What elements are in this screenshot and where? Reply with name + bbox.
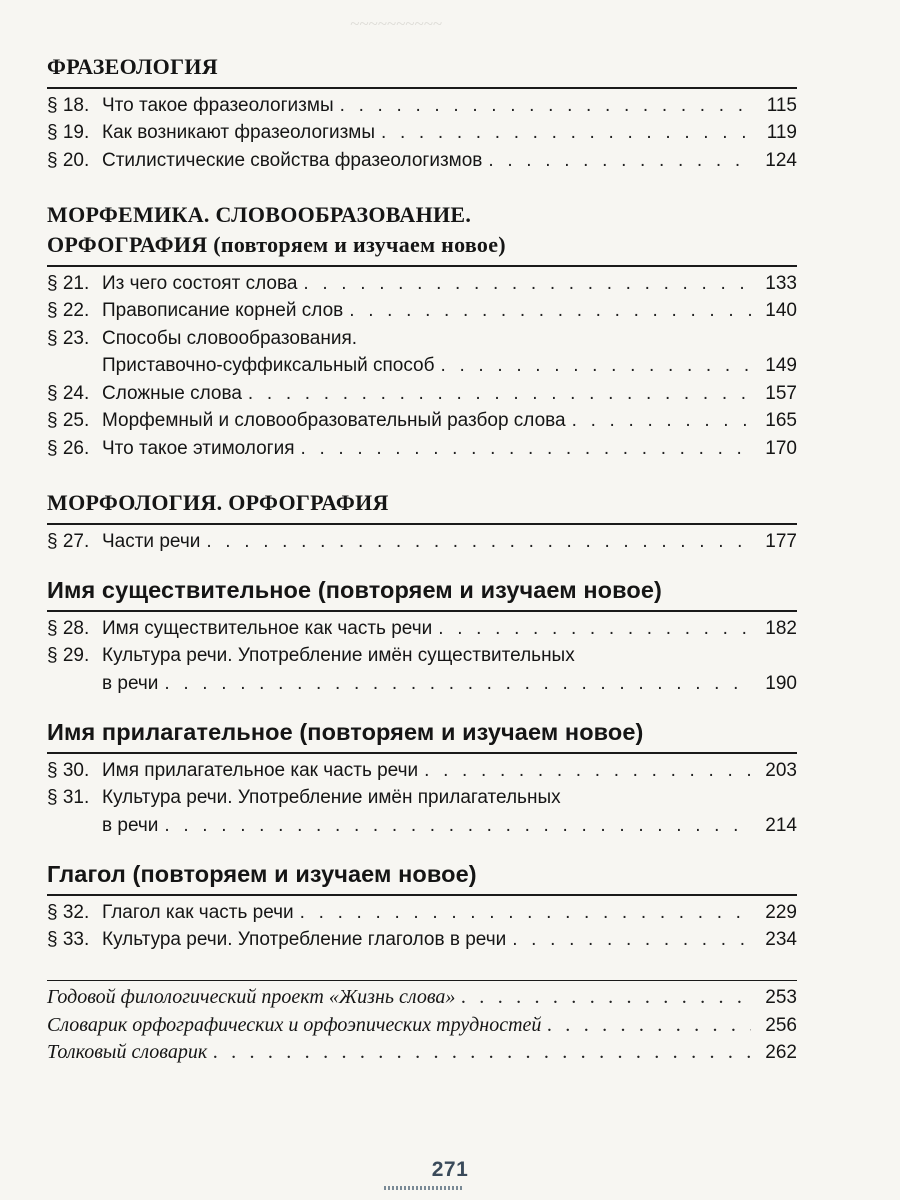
leader-dots bbox=[301, 435, 752, 463]
entry-page: 214 bbox=[765, 814, 797, 836]
entry-title: в речи bbox=[102, 814, 159, 836]
entry-title: Культура речи. Употребление глаголов в речи bbox=[102, 929, 507, 950]
leader-dots bbox=[164, 670, 751, 698]
toc-entry-multiline[interactable] bbox=[47, 642, 797, 697]
section-heading: МОРФЕМИКА. СЛОВООБРАЗОВАНИЕ. ОРФОГРАФИЯ (повторяем и изучаем новое) bbox=[47, 202, 506, 257]
leader-dots bbox=[547, 1012, 751, 1040]
section-heading: Имя прилагательное (повторяем и изучаем новое) bbox=[47, 719, 644, 745]
page-number-ornament bbox=[384, 1186, 464, 1190]
entry-title: Имя существительное как часть речи bbox=[102, 617, 433, 639]
entry-title: Стилистические свойства фразеологизмов bbox=[102, 149, 483, 171]
entry-number: § 19. bbox=[47, 122, 90, 143]
entry-number: § 27. bbox=[47, 530, 90, 552]
toc-entry[interactable] bbox=[47, 435, 797, 463]
appendix-title: Годовой филологический проект «Жизнь слова» bbox=[47, 986, 456, 1008]
entry-page: 124 bbox=[765, 149, 797, 171]
toc-appendix-entry[interactable] bbox=[47, 984, 797, 1012]
entry-page: 157 bbox=[765, 382, 797, 404]
toc-entry[interactable] bbox=[47, 147, 797, 175]
entry-number: § 30. bbox=[47, 759, 90, 781]
entry-title: Что такое фразеологизмы bbox=[102, 94, 334, 116]
section-rule bbox=[47, 980, 797, 982]
entry-title: Что такое этимология bbox=[102, 437, 295, 459]
leader-dots bbox=[512, 926, 751, 954]
entry-number: § 20. bbox=[47, 149, 90, 171]
toc-appendix-entry[interactable] bbox=[47, 1039, 797, 1067]
toc-entry[interactable] bbox=[47, 899, 797, 927]
leader-dots bbox=[248, 380, 751, 408]
leader-dots bbox=[164, 812, 751, 840]
entry-number: § 18. bbox=[47, 94, 90, 116]
toc-entry[interactable] bbox=[47, 528, 797, 556]
leader-dots bbox=[488, 147, 751, 175]
toc-entry[interactable] bbox=[47, 757, 797, 785]
entry-number: § 31. bbox=[47, 787, 90, 808]
entry-number: § 29. bbox=[47, 645, 90, 666]
toc-entry-multiline[interactable] bbox=[47, 325, 797, 380]
toc-section bbox=[47, 717, 797, 839]
entry-title: Глагол как часть речи bbox=[102, 901, 294, 923]
entry-page: 140 bbox=[765, 300, 797, 321]
section-rule bbox=[47, 87, 797, 89]
entry-title-line1: Культура речи. Употребление имён существительных bbox=[102, 645, 575, 666]
section-rule bbox=[47, 610, 797, 612]
entry-page: 190 bbox=[765, 672, 797, 694]
toc-entry[interactable] bbox=[47, 119, 797, 147]
section-rule bbox=[47, 752, 797, 754]
leader-dots bbox=[381, 119, 751, 147]
entry-number: § 33. bbox=[47, 929, 90, 950]
toc-section bbox=[47, 200, 797, 462]
toc-appendix bbox=[47, 980, 797, 1067]
toc-section bbox=[47, 859, 797, 954]
entry-page: 119 bbox=[766, 122, 797, 143]
entry-page: 170 bbox=[765, 437, 797, 459]
entry-title: Части речи bbox=[102, 530, 201, 552]
section-rule bbox=[47, 523, 797, 525]
leader-dots bbox=[303, 270, 751, 298]
entry-number: § 26. bbox=[47, 437, 90, 459]
appendix-page: 256 bbox=[765, 1014, 797, 1036]
toc-entry[interactable] bbox=[47, 297, 797, 325]
entry-page: 165 bbox=[765, 410, 797, 431]
section-heading: Имя существительное (повторяем и изучаем новое) bbox=[47, 577, 662, 603]
leader-dots bbox=[213, 1039, 751, 1067]
entry-title: Как возникают фразеологизмы bbox=[102, 122, 375, 143]
entry-page: 234 bbox=[765, 929, 797, 950]
entry-title: Правописание корней слов bbox=[102, 300, 344, 321]
entry-page: 182 bbox=[765, 617, 797, 639]
toc-appendix-entry[interactable] bbox=[47, 1012, 797, 1040]
leader-dots bbox=[340, 92, 751, 120]
section-heading: Глагол (повторяем и изучаем новое) bbox=[47, 861, 477, 887]
entry-page: 149 bbox=[765, 355, 797, 376]
toc-entry[interactable] bbox=[47, 380, 797, 408]
entry-number: § 25. bbox=[47, 410, 90, 431]
appendix-title: Толковый словарик bbox=[47, 1041, 208, 1063]
entry-number: § 24. bbox=[47, 382, 90, 404]
entry-title-line1: Способы словообразования. bbox=[102, 327, 358, 349]
leader-dots bbox=[206, 528, 751, 556]
entry-number: § 28. bbox=[47, 617, 90, 639]
entry-title: Приставочно-суффиксальный способ bbox=[102, 355, 435, 376]
leader-dots bbox=[300, 899, 751, 927]
toc-entry-multiline[interactable] bbox=[47, 784, 797, 839]
toc-entry[interactable] bbox=[47, 407, 797, 435]
leader-dots bbox=[349, 297, 751, 325]
leader-dots bbox=[572, 407, 751, 435]
section-rule bbox=[47, 894, 797, 896]
toc-entry[interactable] bbox=[47, 615, 797, 643]
toc-entry[interactable] bbox=[47, 270, 797, 298]
leader-dots bbox=[424, 757, 751, 785]
leader-dots bbox=[461, 984, 751, 1012]
entry-page: 203 bbox=[765, 759, 797, 781]
entry-page: 115 bbox=[766, 94, 797, 116]
entry-number: § 21. bbox=[47, 272, 90, 294]
entry-number: § 22. bbox=[47, 300, 90, 321]
entry-number: § 23. bbox=[47, 327, 90, 349]
entry-title-line1: Культура речи. Употребление имён прилагательных bbox=[102, 787, 561, 808]
bleed-through-texture: ~~~~~~~~~~ bbox=[350, 14, 442, 33]
leader-dots bbox=[438, 615, 751, 643]
entry-title: в речи bbox=[102, 672, 159, 694]
appendix-title: Словарик орфографических и орфоэпических трудностей bbox=[47, 1013, 542, 1036]
toc-section bbox=[47, 488, 797, 555]
section-rule bbox=[47, 265, 797, 267]
entry-number: § 32. bbox=[47, 901, 90, 923]
appendix-page: 262 bbox=[765, 1042, 797, 1063]
entry-title: Из чего состоят слова bbox=[102, 272, 298, 294]
toc-entry[interactable] bbox=[47, 926, 797, 954]
leader-dots bbox=[441, 352, 751, 380]
entry-title: Сложные слова bbox=[102, 382, 242, 404]
table-of-contents bbox=[47, 52, 797, 1067]
toc-section bbox=[47, 52, 797, 174]
toc-entry[interactable] bbox=[47, 92, 797, 120]
section-heading: МОРФОЛОГИЯ. ОРФОГРАФИЯ bbox=[47, 490, 389, 515]
entry-page: 133 bbox=[765, 272, 797, 294]
entry-page: 229 bbox=[765, 901, 797, 923]
section-heading: ФРАЗЕОЛОГИЯ bbox=[47, 54, 218, 79]
entry-title: Имя прилагательное как часть речи bbox=[102, 759, 419, 781]
entry-title: Морфемный и словообразовательный разбор слова bbox=[102, 410, 566, 431]
toc-section bbox=[47, 575, 797, 697]
page-number-text: 271 bbox=[431, 1158, 469, 1181]
entry-page: 177 bbox=[765, 530, 797, 552]
page-number bbox=[0, 1158, 900, 1182]
appendix-page: 253 bbox=[765, 987, 797, 1008]
